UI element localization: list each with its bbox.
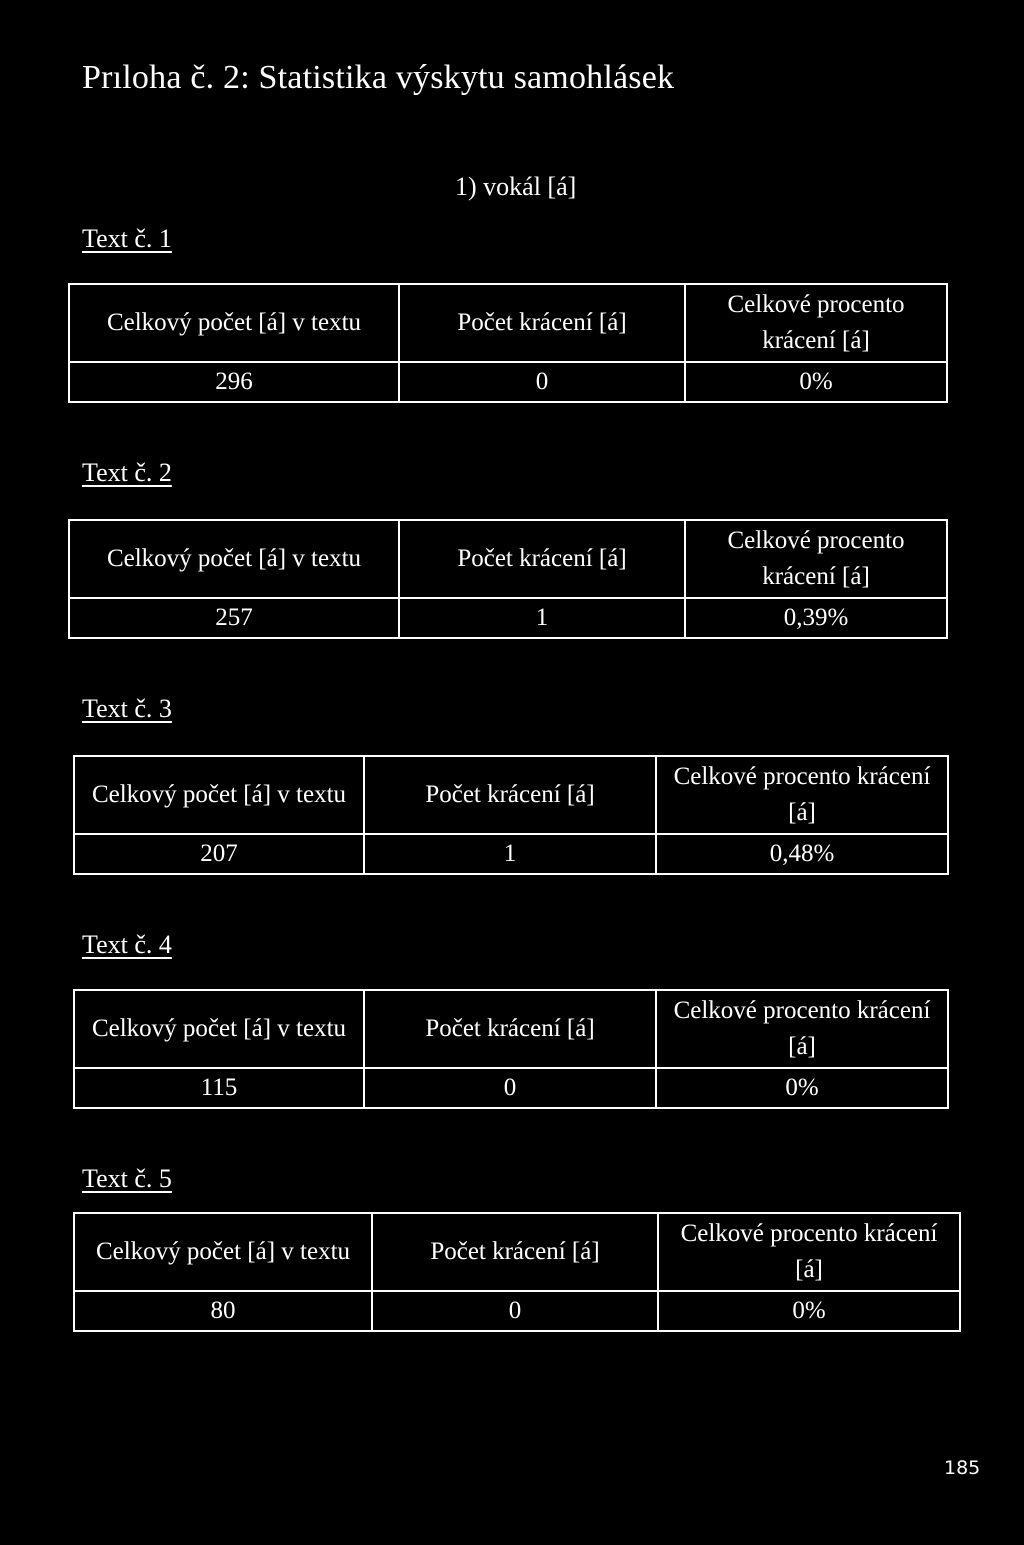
- section-label-text-2: Text č. 2: [82, 458, 172, 487]
- header-total-count: Celkový počet [á] v textu: [69, 284, 399, 362]
- header-total-count: Celkový počet [á] v textu: [74, 756, 364, 834]
- stats-table-text-2: [68, 519, 948, 639]
- page-number: 185: [944, 1457, 981, 1479]
- vowel-subheading: 1) vokál [á]: [455, 172, 577, 201]
- table-header-row: [74, 756, 948, 834]
- header-shortening-percent: Celkové procento krácení [á]: [658, 1213, 960, 1291]
- header-shortening-percent: Celkové procento krácení [á]: [656, 990, 948, 1068]
- header-shortening-count: Počet krácení [á]: [399, 520, 685, 598]
- table-header-row: [74, 990, 948, 1068]
- section-label-text-3: Text č. 3: [82, 694, 172, 723]
- header-total-count: Celkový počet [á] v textu: [74, 990, 364, 1068]
- stats-table-text-4: [73, 989, 949, 1109]
- section-label-text-4: Text č. 4: [82, 930, 172, 959]
- stats-table-text-5: [73, 1212, 961, 1332]
- header-total-count: Celkový počet [á] v textu: [74, 1213, 372, 1291]
- value-shortening-percent: 0,39%: [685, 598, 947, 638]
- value-shortening-percent: 0%: [658, 1291, 960, 1331]
- header-shortening-count: Počet krácení [á]: [372, 1213, 658, 1291]
- table-value-row: [74, 1068, 948, 1108]
- stats-table-text-3: [73, 755, 949, 875]
- value-total-count: 257: [69, 598, 399, 638]
- stats-table-text-1: [68, 283, 948, 403]
- header-shortening-percent: Celkové procento krácení [á]: [685, 284, 947, 362]
- table-header-row: [69, 520, 947, 598]
- value-shortening-count: 0: [372, 1291, 658, 1331]
- header-shortening-percent: Celkové procento krácení [á]: [656, 756, 948, 834]
- value-shortening-percent: 0%: [656, 1068, 948, 1108]
- value-total-count: 207: [74, 834, 364, 874]
- section-label-text-1: Text č. 1: [82, 224, 172, 253]
- table-value-row: [74, 1291, 960, 1331]
- value-total-count: 296: [69, 362, 399, 402]
- table-header-row: [74, 1213, 960, 1291]
- header-shortening-count: Počet krácení [á]: [364, 990, 656, 1068]
- value-shortening-percent: 0,48%: [656, 834, 948, 874]
- table-value-row: [74, 834, 948, 874]
- value-total-count: 80: [74, 1291, 372, 1331]
- header-shortening-count: Počet krácení [á]: [364, 756, 656, 834]
- value-shortening-count: 0: [364, 1068, 656, 1108]
- value-shortening-percent: 0%: [685, 362, 947, 402]
- table-value-row: [69, 598, 947, 638]
- value-shortening-count: 1: [399, 598, 685, 638]
- value-shortening-count: 0: [399, 362, 685, 402]
- value-shortening-count: 1: [364, 834, 656, 874]
- header-total-count: Celkový počet [á] v textu: [69, 520, 399, 598]
- section-label-text-5: Text č. 5: [82, 1164, 172, 1193]
- header-shortening-percent: Celkové procento krácení [á]: [685, 520, 947, 598]
- table-header-row: [69, 284, 947, 362]
- table-value-row: [69, 362, 947, 402]
- value-total-count: 115: [74, 1068, 364, 1108]
- header-shortening-count: Počet krácení [á]: [399, 284, 685, 362]
- page-title: Prıloha č. 2: Statistika výskytu samohlásek: [82, 59, 675, 96]
